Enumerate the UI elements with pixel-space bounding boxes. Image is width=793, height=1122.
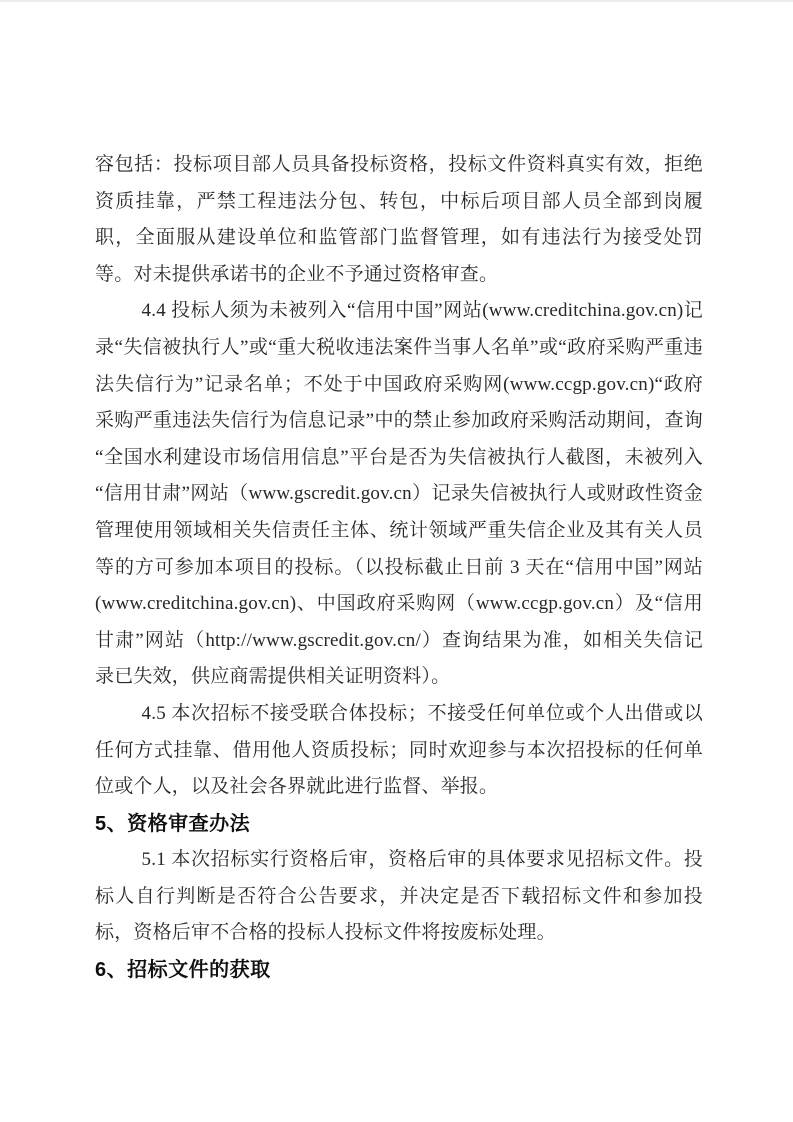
section-6-heading: 6、招标文件的获取	[95, 959, 271, 982]
section-5-heading: 5、资格审查办法	[95, 812, 251, 835]
body-paragraph-continuation: 容包括：投标项目部人员具备投标资格，投标文件资料真实有效，拒绝资质挂靠，严禁工程违法分包、转包，中标后项目部人员全部到岗履职，全面服从建设单位和监管部门监督管理，如有违法行为接受处罚等。对未提供承诺书的企业不予通过资格审查。	[95, 154, 703, 285]
clause-4-5-paragraph: 4.5 本次招标不接受联合体投标；不接受任何单位或个人出借或以任何方式挂靠、借用他人资质投标；同时欢迎参与本次招投标的任何单位或个人，以及社会各界就此进行监督、举报。	[95, 702, 703, 798]
document-body	[95, 147, 703, 989]
clause-5-1-paragraph: 5.1 本次招标实行资格后审，资格后审的具体要求见招标文件。投标人自行判断是否符合公告要求，并决定是否下载招标文件和参加投标，资格后审不合格的投标人投标文件将按废标处理。	[95, 849, 703, 944]
clause-4-4-paragraph: 4.4 投标人须为未被列入“信用中国”网站(www.creditchina.gov.cn)记录“失信被执行人”或“重大税收违法案件当事人名单”或“政府采购严重违法失信行为”记录名单；不处于中国政府采购网(www.ccgp.gov.cn)“政府采购严重违法失信行为信息记录”中的禁止参加政府采购活动期间，查询“全国水利建设市场信用信息”平台是否为失信被执行人截图，未被列入“信用甘肃”网站（www.gscredit.gov.cn）记录失信被执行人或财政性资金管理使用领域相关失信责任主体、统计领域严重失信企业及其有关人员等的方可参加本项目的投标。（以投标截止日前 3 天在“信用中国”网站(www.creditchina.gov.cn)、中国政府采购网（www.ccgp.gov.cn）及“信用甘肃”网站（http://www.gscredit.gov.cn/）查询结果为准，如相关失信记录已失效，供应商需提供相关证明资料）。	[95, 300, 703, 688]
